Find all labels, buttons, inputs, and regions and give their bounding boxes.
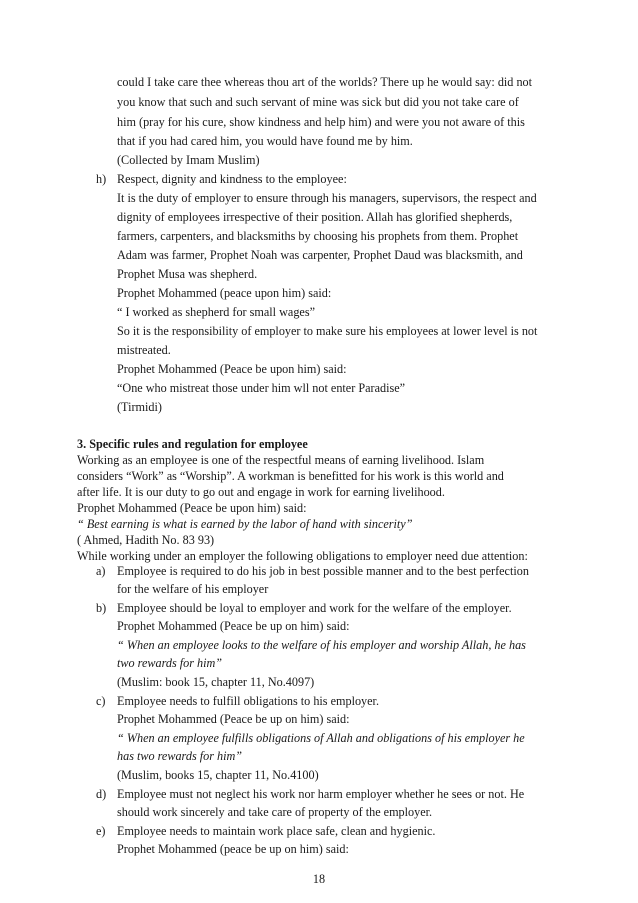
hadith-quote: “ Best earning is what is earned by the labor of hand with sincerity”: [77, 517, 413, 531]
item-a-label: a): [96, 564, 106, 578]
intro-line: you know that such and such servant of mine was sick but did you not take care of: [117, 95, 519, 109]
item-d-label: d): [96, 787, 107, 801]
item-c-label: c): [96, 694, 106, 708]
paragraph-line: Prophet Mohammed (Peace be upon him) said:: [77, 501, 307, 515]
item-b-quote: two rewards for him”: [117, 656, 223, 670]
item-h-quote: “One who mistreat those under him wll not enter Paradise”: [117, 381, 406, 395]
item-h-title: Respect, dignity and kindness to the employee:: [117, 172, 347, 186]
item-d-line: should work sincerely and take care of property of the employer.: [117, 805, 433, 819]
item-c-quote: “ When an employee fulfills obligations of Allah and obligations of his employer he: [117, 731, 525, 745]
item-a-line: for the welfare of his employer: [117, 582, 269, 596]
section-heading: 3. Specific rules and regulation for employee: [77, 437, 308, 451]
lead-sentence: While working under an employer the following obligations to employer need due attention:: [77, 549, 528, 563]
item-h-line: mistreated.: [117, 343, 171, 357]
item-h-line: Adam was farmer, Prophet Noah was carpenter, Prophet Daud was blacksmith, and: [117, 248, 523, 262]
item-c-quote: has two rewards for him”: [117, 749, 243, 763]
item-b-label: b): [96, 601, 107, 615]
item-b-line: Prophet Mohammed (Peace be up on him) said:: [117, 619, 350, 633]
intro-line: that if you had cared him, you would have found me by him.: [117, 134, 413, 148]
item-h-line: Prophet Musa was shepherd.: [117, 267, 258, 281]
item-c-citation: (Muslim, books 15, chapter 11, No.4100): [117, 768, 319, 782]
page-number: 18: [312, 872, 326, 886]
item-h-line: dignity of employees irrespective of their position. Allah has glorified shepherds,: [117, 210, 513, 224]
item-h-line: It is the duty of employer to ensure through his managers, supervisors, the respect and: [117, 191, 537, 205]
item-d-text: Employee must not neglect his work nor harm employer whether he sees or not. He: [117, 787, 525, 801]
item-h-quote: “ I worked as shepherd for small wages”: [117, 305, 315, 319]
item-b-quote: “ When an employee looks to the welfare of his employer and worship Allah, he has: [117, 638, 526, 652]
item-h-line: So it is the responsibility of employer to make sure his employees at lower level is not: [117, 324, 538, 338]
item-h-line: farmers, carpenters, and blacksmiths by choosing his prophets from them. Prophet: [117, 229, 519, 243]
paragraph-line: Working as an employee is one of the respectful means of earning livelihood. Islam: [77, 453, 485, 467]
item-e-label: e): [96, 824, 106, 838]
intro-line: him (pray for his cure, show kindness and help him) and were you not aware of this: [117, 115, 525, 129]
item-a-text: Employee is required to do his job in best possible manner and to the best perfection: [117, 564, 529, 578]
item-c-line: Prophet Mohammed (Peace be up on him) said:: [117, 712, 350, 726]
item-c-text: Employee needs to fulfill obligations to his employer.: [117, 694, 379, 708]
intro-line: could I take care thee whereas thou art of the worlds? There up he would say: did not: [117, 75, 533, 89]
item-b-text: Employee should be loyal to employer and work for the welfare of the employer.: [117, 601, 512, 615]
paragraph-line: considers “Work” as “Worship”. A workman is benefitted for his work is this world and: [77, 469, 504, 483]
item-e-text: Employee needs to maintain work place safe, clean and hygienic.: [117, 824, 436, 838]
item-h-line: Prophet Mohammed (Peace be upon him) said:: [117, 362, 347, 376]
item-b-citation: (Muslim: book 15, chapter 11, No.4097): [117, 675, 315, 689]
item-h-citation: (Tirmidi): [117, 400, 162, 414]
hadith-citation: ( Ahmed, Hadith No. 83 93): [77, 533, 215, 547]
paragraph-line: after life. It is our duty to go out and engage in work for earning livelihood.: [77, 485, 445, 499]
item-e-line: Prophet Mohammed (peace be up on him) said:: [117, 842, 349, 856]
intro-citation: (Collected by Imam Muslim): [117, 153, 260, 167]
item-h-label: h): [96, 172, 107, 186]
item-h-line: Prophet Mohammed (peace upon him) said:: [117, 286, 332, 300]
